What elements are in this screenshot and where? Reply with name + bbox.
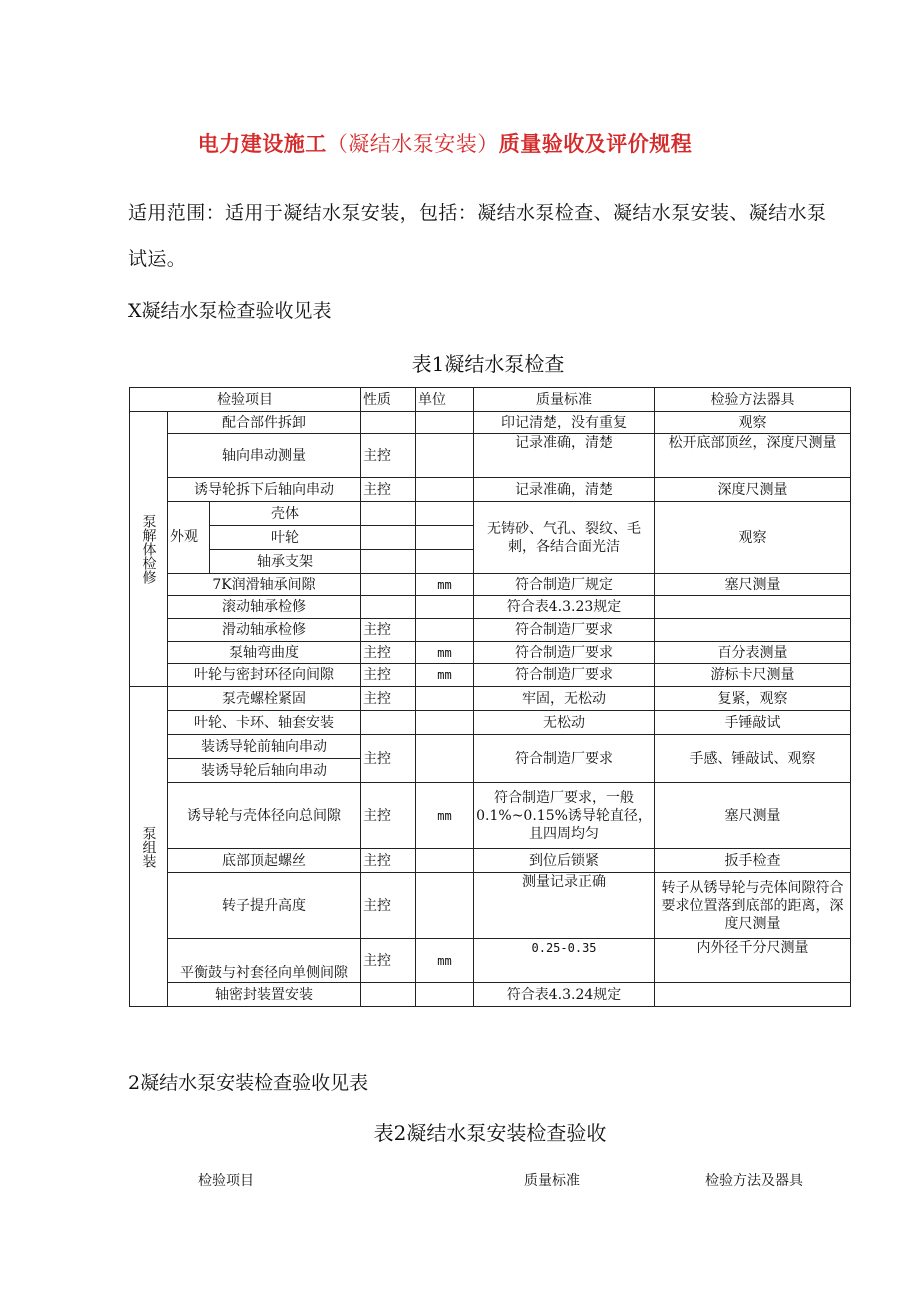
table-2-header-standard: 质量标准 — [524, 1173, 580, 1189]
header-unit: 单位 — [416, 388, 474, 412]
table-row: 外观 壳体 无铸砂、气孔、裂纹、毛刺，各结合面光洁 观察 — [130, 502, 851, 526]
table-row: 叶轮、卡环、轴套安装 无松动 手锤敲试 — [130, 711, 851, 735]
cell-item: 配合部件拆卸 — [168, 412, 361, 434]
group-label-disassembly: 泵解体检修 — [130, 412, 168, 687]
header-method: 检验方法器具 — [655, 388, 851, 412]
table-row: 装诱导轮前轴向串动 主控 符合制造厂要求 手感、锤敲试、观察 — [130, 735, 851, 759]
table-2-header-item: 检验项目 — [198, 1173, 254, 1189]
header-item: 检验项目 — [130, 388, 361, 412]
table-row: 轴向串动测量 主控 记录准确，清楚 松开底部顶丝，深度尺测量 — [130, 434, 851, 478]
page-title: 电力建设施工（凝结水泵安装）质量验收及评价规程 — [197, 132, 693, 156]
table-row: 7K润滑轴承间隙 mm 符合制造厂规定 塞尺测量 — [130, 574, 851, 596]
header-standard: 质量标准 — [474, 388, 655, 412]
table-row: 装诱导轮后轴向串动 — [130, 759, 851, 783]
section-2-heading: 2凝结水泵安装检查验收见表 — [128, 1072, 369, 1094]
table-row: 泵轴弯曲度 主控 mm 符合制造厂要求 百分表测量 — [130, 642, 851, 664]
table-row: 叶轮 — [130, 526, 851, 550]
cell-standard: 印记清楚，没有重复 — [474, 412, 655, 434]
section-1-heading: X凝结水泵检查验收见表 — [128, 300, 332, 322]
table-row: 叶轮与密封环径向间隙 主控 mm 符合制造厂要求 游标卡尺测量 — [130, 664, 851, 687]
cell-standard-multiline: 符合制造厂要求，一般 0.1%~0.15%诱导轮直径， 且四周均匀 — [474, 783, 655, 849]
table-row: 滑动轴承检修 主控 符合制造厂要求 — [130, 619, 851, 642]
table-row: 诱导轮拆下后轴向串动 主控 记录准确，清楚 深度尺测量 — [130, 478, 851, 502]
table-row: 轴密封装置安装 符合表4.3.24规定 — [130, 983, 851, 1007]
scope-paragraph: 适用范围：适用于凝结水泵安装，包括：凝结水泵检查、凝结水泵安装、凝结水泵试运。 — [128, 202, 827, 270]
table-2-caption: 表2凝结水泵安装检查验收 — [373, 1121, 607, 1145]
table-header-row — [130, 388, 851, 412]
table-row: 转子提升高度 主控 测量记录正确 转子从锈导轮与壳体间隙符合要求位置落到底部的距离，深度尺测量 — [130, 873, 851, 939]
table-1 — [129, 387, 851, 1007]
table-row: 泵组装 泵壳螺栓紧固 主控 牢固，无松动 复紧，观察 — [130, 687, 851, 711]
table-row: 诱导轮与壳体径向总间隙 主控 mm 符合制造厂要求，一般 0.1%~0.15%诱导轮直径， 且四周均匀 塞尺测量 — [130, 783, 851, 849]
table-2-header-method: 检验方法及器具 — [705, 1173, 803, 1189]
table-row — [130, 412, 851, 434]
table-row: 轴承支架 — [130, 550, 851, 574]
appearance-label: 外观 — [168, 502, 210, 574]
group-label-assembly: 泵组装 — [130, 687, 168, 1007]
header-nature: 性质 — [361, 388, 416, 412]
table-row: 底部顶起螺丝 主控 到位后锁紧 扳手检查 — [130, 849, 851, 873]
table-row: 平衡鼓与衬套径向单侧间隙 主控 mm 0.25-0.35 内外径千分尺测量 — [130, 939, 851, 983]
table-1-caption: 表1凝结水泵检查 — [411, 352, 565, 376]
table-row: 滚动轴承检修 符合表4.3.23规定 — [130, 596, 851, 619]
cell-method: 观察 — [655, 412, 851, 434]
